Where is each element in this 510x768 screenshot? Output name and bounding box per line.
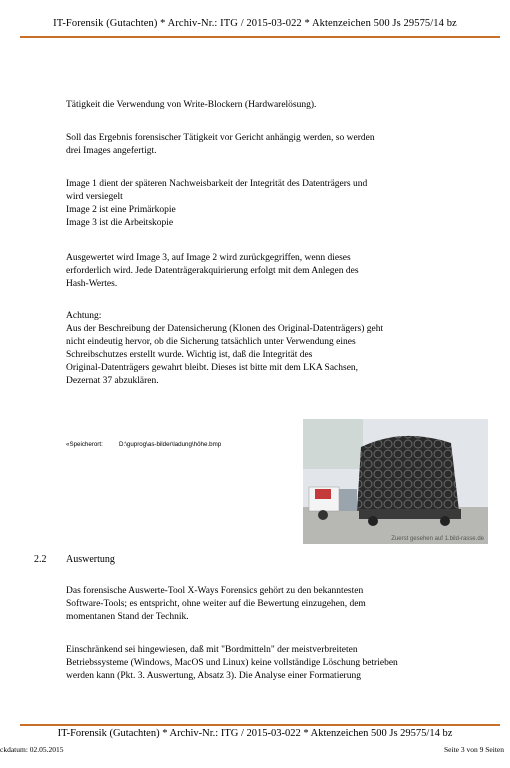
page-footer: IT-Forensik (Gutachten) * Archiv-Nr.: ITG / 2015-03-022 * Aktenzeichen 500 Js 29575/14 bz: [57, 728, 453, 739]
paragraph-bordmittel: [66, 644, 466, 683]
text-line: Image 1 dient der späteren Nachweisbarkeit der Integrität des Datenträgers und: [66, 179, 368, 189]
text-line: momentanen Stand der Technik.: [66, 612, 189, 622]
text-line: Tätigkeit die Verwendung von Write-Blockern (Hardwarelösung).: [66, 100, 317, 110]
text-line: Original-Datenträgers gewahrt bleibt. Dieses ist bitte mit dem LKA Sachsen,: [66, 363, 359, 373]
text-line: Soll das Ergebnis forensischer Tätigkeit vor Gericht anhängig werden, so werden: [66, 133, 375, 143]
text-line: erforderlich wird. Jede Datenträgerakquirierung erfolgt mit dem Anlegen des: [66, 266, 359, 276]
paragraph-image-list: [66, 178, 466, 230]
truck-photo-graphic: [303, 419, 488, 544]
paragraph-evaluation: [66, 252, 466, 291]
text-line: Betriebssysteme (Windows, MacOS und Linux) keine vollständige Löschung betrieben: [66, 658, 398, 668]
paragraph-write-blocker: [66, 99, 466, 112]
footer-page-number: Seite 3 von 9 Seiten: [444, 745, 504, 754]
footer-rule: [20, 724, 500, 726]
section-title: Auswertung: [66, 554, 115, 565]
storage-location-path: D:\guprog\as-bilder\ladung\höhe.bmp: [119, 441, 222, 448]
footer-print-date: ckdatum: 02.05.2015: [0, 745, 64, 754]
text-line: werden kann (Pkt. 3. Auswertung, Absatz 3). Die Analyse einer Formatierung: [66, 671, 361, 681]
text-line: Image 2 ist eine Primärkopie: [66, 205, 176, 215]
text-line: Image 3 ist die Arbeitskopie: [66, 218, 174, 228]
header-rule: [20, 36, 500, 38]
text-line: drei Images angefertigt.: [66, 146, 157, 156]
paragraph-attention: [66, 310, 466, 388]
text-line: Dezernat 37 abzuklären.: [66, 376, 159, 386]
text-line: Aus der Beschreibung der Datensicherung (Klonen des Original-Datenträgers) geht: [66, 324, 384, 334]
text-line: nicht eindeutig hervor, ob die Sicherung tatsächlich unter Verwendung eines: [66, 337, 356, 347]
section-number: 2.2: [34, 554, 47, 565]
text-line: Das forensische Auswerte-Tool X-Ways Forensics gehört zu den bekanntesten: [66, 586, 364, 596]
storage-location-label: «Speicherort:: [66, 441, 103, 448]
text-line: Hash-Wertes.: [66, 279, 118, 289]
paragraph-three-images: [66, 132, 466, 158]
text-line: Schreibschutzes erstellt wurde. Wichtig ist, daß die Integrität des: [66, 350, 313, 360]
truck-photo: [303, 419, 488, 544]
text-line: Einschränkend sei hingewiesen, daß mit "Bordmitteln" der meistverbreiteten: [66, 645, 358, 655]
text-line: wird versiegelt: [66, 192, 123, 202]
page-header: IT-Forensik (Gutachten) * Archiv-Nr.: ITG / 2015-03-022 * Aktenzeichen 500 Js 29575/14 bz: [53, 18, 457, 29]
paragraph-xways: [66, 585, 466, 624]
text-line: Ausgewertet wird Image 3, auf Image 2 wird zurückgegriffen, wenn dieses: [66, 253, 351, 263]
photo-caption: Zuerst gesehen auf 1.bild-rasse.de: [391, 536, 484, 542]
text-line: Software-Tools; es entspricht, ohne weiter auf die Bewertung einzugehen, dem: [66, 599, 366, 609]
text-line: Achtung:: [66, 311, 102, 321]
